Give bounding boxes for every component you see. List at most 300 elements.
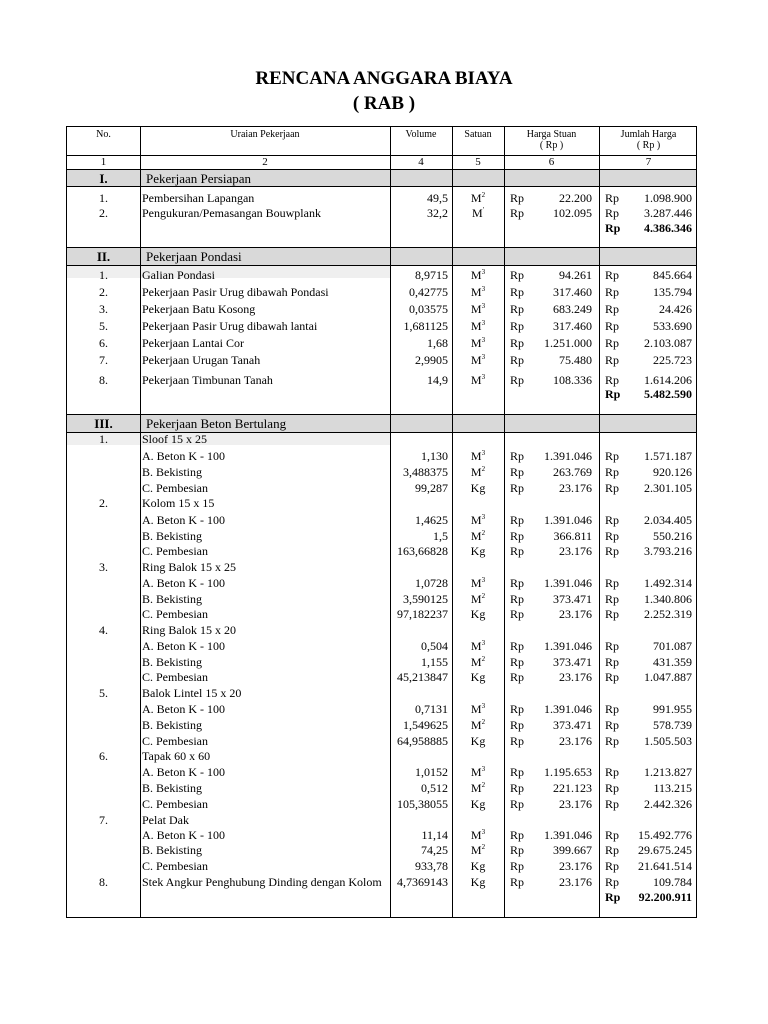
unit-text: M — [470, 655, 482, 669]
item-number: 1. — [99, 432, 108, 446]
amount-rp: Rp — [605, 285, 620, 299]
price-rp: Rp — [510, 285, 525, 299]
unit-text: M — [470, 781, 482, 795]
item-unit — [452, 319, 504, 333]
item-label: C. Pembesian — [142, 734, 208, 748]
amount-rp: Rp — [605, 353, 620, 367]
item-amount: 1.614.206 — [644, 373, 692, 387]
item-label: Pengukuran/Pemasangan Bouwplank — [142, 206, 321, 220]
item-price: 317.460 — [553, 285, 592, 299]
col-number: 2 — [262, 156, 268, 168]
item-number: 4. — [99, 623, 108, 637]
header-no: No. — [96, 129, 111, 140]
item-price: 1.391.046 — [544, 576, 592, 590]
unit-text: Kg — [470, 607, 486, 621]
unit-exponent: 2 — [481, 781, 486, 789]
item-label: Pelat Dak — [142, 813, 189, 827]
item-number: 5. — [99, 686, 108, 700]
item-amount: 109.784 — [653, 875, 692, 889]
item-price: 23.176 — [559, 607, 592, 621]
amount-rp: Rp — [605, 702, 620, 716]
item-unit — [452, 765, 504, 779]
item-unit — [452, 592, 504, 606]
item-unit — [452, 353, 504, 367]
item-label: A. Beton K - 100 — [142, 765, 225, 779]
item-price: 221.123 — [553, 781, 592, 795]
amount-rp: Rp — [605, 828, 620, 842]
price-rp: Rp — [510, 465, 525, 479]
item-number: 7. — [99, 353, 108, 367]
item-label: A. Beton K - 100 — [142, 513, 225, 527]
unit-exponent: 3 — [481, 639, 486, 647]
unit-exponent: 3 — [481, 302, 486, 310]
unit-text: M — [470, 191, 482, 205]
item-price: 23.176 — [559, 670, 592, 684]
header-volume: Volume — [405, 129, 437, 140]
unit-text: M — [470, 319, 482, 333]
item-label: Ring Balok 15 x 20 — [142, 623, 237, 637]
item-amount: 3.287.446 — [644, 206, 692, 220]
header-jumlah: Jumlah Harga — [620, 129, 677, 140]
price-rp: Rp — [510, 529, 525, 543]
item-amount: 21.641.514 — [638, 859, 692, 873]
item-unit — [452, 302, 504, 316]
item-price: 373.471 — [553, 718, 592, 732]
item-unit — [452, 576, 504, 590]
item-unit — [452, 843, 504, 857]
unit-text: M — [470, 529, 482, 543]
item-unit — [452, 607, 504, 621]
item-amount: 3.793.216 — [644, 544, 692, 558]
unit-text: Kg — [470, 797, 486, 811]
price-rp: Rp — [510, 302, 525, 316]
item-volume: 49,5 — [427, 191, 448, 205]
item-price: 1.391.046 — [544, 513, 592, 527]
item-label: Pekerjaan Lantai Cor — [142, 336, 244, 350]
unit-text: Kg — [470, 670, 486, 684]
unit-text: M — [470, 828, 482, 842]
unit-exponent: 2 — [481, 843, 486, 851]
item-price: 263.769 — [553, 465, 592, 479]
unit-exponent: 3 — [481, 702, 486, 710]
unit-exponent: 3 — [481, 353, 486, 361]
item-volume: 8,9715 — [415, 268, 448, 282]
item-label: Kolom 15 x 15 — [142, 496, 215, 510]
item-volume: 64,958885 — [397, 734, 448, 748]
item-amount: 1.213.827 — [644, 765, 692, 779]
item-volume: 0,03575 — [409, 302, 448, 316]
item-volume: 933,78 — [415, 859, 448, 873]
item-price: 683.249 — [553, 302, 592, 316]
amount-rp: Rp — [605, 875, 620, 889]
page-title: RENCANA ANGGARA BIAYA — [255, 68, 513, 89]
item-amount: 1.492.314 — [644, 576, 692, 590]
item-number: 3. — [99, 302, 108, 316]
item-volume: 14,9 — [427, 373, 448, 387]
item-amount: 550.216 — [653, 529, 692, 543]
amount-rp: Rp — [605, 529, 620, 543]
col-number: 1 — [100, 156, 107, 168]
item-volume: 1,0728 — [415, 576, 448, 590]
unit-text: M — [470, 302, 482, 316]
price-rp: Rp — [510, 607, 525, 621]
item-label: C. Pembesian — [142, 481, 208, 495]
item-price: 23.176 — [559, 734, 592, 748]
price-rp: Rp — [510, 670, 525, 684]
item-label: Pekerjaan Urugan Tanah — [142, 353, 261, 367]
item-volume: 1,4625 — [415, 513, 448, 527]
item-amount: 701.087 — [653, 639, 692, 653]
price-rp: Rp — [510, 843, 525, 857]
item-unit — [452, 797, 504, 811]
page-subtitle: ( RAB ) — [352, 93, 416, 114]
col-number: 7 — [645, 156, 652, 168]
price-rp: Rp — [510, 781, 525, 795]
item-price: 366.811 — [553, 529, 592, 543]
amount-rp: Rp — [605, 734, 620, 748]
unit-exponent: 3 — [481, 285, 486, 293]
item-amount: 1.098.900 — [644, 191, 692, 205]
item-label: B. Bekisting — [142, 529, 203, 543]
item-volume: 1,68 — [427, 336, 448, 350]
price-rp: Rp — [510, 734, 525, 748]
item-amount: 29.675.245 — [638, 843, 692, 857]
item-unit — [452, 449, 504, 463]
item-unit — [452, 718, 504, 732]
item-amount: 15.492.776 — [638, 828, 692, 842]
unit-exponent: 2 — [481, 191, 486, 199]
header-harga: Harga Stuan — [526, 129, 577, 140]
item-number: 6. — [99, 749, 108, 763]
item-volume: 1,549625 — [403, 718, 448, 732]
item-volume: 99,287 — [415, 481, 448, 495]
price-rp: Rp — [510, 319, 525, 333]
item-volume: 1,5 — [433, 529, 448, 543]
item-volume: 163,66828 — [397, 544, 448, 558]
item-label: Pekerjaan Timbunan Tanah — [142, 373, 273, 387]
item-price: 1.391.046 — [544, 828, 592, 842]
item-label: C. Pembesian — [142, 859, 208, 873]
col-number: 4 — [418, 156, 424, 168]
total-rp: Rp — [605, 387, 621, 401]
item-label: B. Bekisting — [142, 781, 203, 795]
unit-text: M — [470, 702, 482, 716]
item-unit — [452, 734, 504, 748]
item-unit — [452, 655, 504, 669]
item-price: 94.261 — [559, 268, 592, 282]
unit-text: M — [470, 592, 482, 606]
amount-rp: Rp — [605, 513, 620, 527]
item-label: A. Beton K - 100 — [142, 828, 225, 842]
item-unit — [452, 859, 504, 873]
unit-exponent: ' — [482, 206, 484, 214]
item-number: 2. — [99, 496, 108, 510]
item-label: B. Bekisting — [142, 465, 203, 479]
unit-exponent: 2 — [481, 655, 486, 663]
item-price: 1.391.046 — [544, 449, 592, 463]
item-label: A. Beton K - 100 — [142, 639, 225, 653]
unit-text: M — [472, 206, 483, 220]
unit-exponent: 2 — [481, 529, 486, 537]
item-volume: 45,213847 — [397, 670, 448, 684]
item-price: 108.336 — [553, 373, 592, 387]
total-value: 92.200.911 — [638, 890, 692, 904]
item-volume: 0,7131 — [415, 702, 448, 716]
unit-text: M — [470, 765, 482, 779]
item-label: Pembersihan Lapangan — [142, 191, 255, 205]
unit-text: M — [470, 353, 482, 367]
header-uraian: Uraian Pekerjaan — [230, 129, 300, 140]
item-volume: 4,7369143 — [397, 875, 448, 889]
item-amount: 2.034.405 — [644, 513, 692, 527]
item-amount: 2.301.105 — [644, 481, 692, 495]
item-number: 8. — [99, 875, 108, 889]
section-title: Pekerjaan Persiapan — [146, 171, 252, 186]
price-rp: Rp — [510, 655, 525, 669]
unit-exponent: 3 — [481, 268, 486, 276]
item-volume: 0,512 — [421, 781, 448, 795]
section-title: Pekerjaan Pondasi — [146, 249, 242, 264]
item-unit — [452, 670, 504, 684]
item-volume: 1,0152 — [415, 765, 448, 779]
total-value: 4.386.346 — [644, 221, 692, 235]
price-rp: Rp — [510, 336, 525, 350]
item-price: 23.176 — [559, 875, 592, 889]
amount-rp: Rp — [605, 449, 620, 463]
item-label: Galian Pondasi — [142, 268, 215, 282]
item-volume: 105,38055 — [397, 797, 448, 811]
item-price: 23.176 — [559, 481, 592, 495]
item-amount: 2.252.319 — [644, 607, 692, 621]
amount-rp: Rp — [605, 191, 620, 205]
unit-text: M — [470, 513, 482, 527]
item-label: Stek Angkur Penghubung Dinding dengan Kolom — [142, 875, 382, 889]
item-volume: 97,182237 — [397, 607, 448, 621]
amount-rp: Rp — [605, 302, 620, 316]
item-label: C. Pembesian — [142, 797, 208, 811]
section-number: III. — [94, 416, 113, 431]
amount-rp: Rp — [605, 544, 620, 558]
total-value: 5.482.590 — [644, 387, 692, 401]
price-rp: Rp — [510, 875, 525, 889]
item-volume: 1,130 — [421, 449, 448, 463]
amount-rp: Rp — [605, 843, 620, 857]
item-unit — [452, 481, 504, 495]
amount-rp: Rp — [605, 206, 620, 220]
amount-rp: Rp — [605, 797, 620, 811]
unit-text: M — [470, 285, 482, 299]
item-amount: 1.505.503 — [644, 734, 692, 748]
unit-text: M — [470, 336, 482, 350]
price-rp: Rp — [510, 718, 525, 732]
item-price: 399.667 — [553, 843, 592, 857]
item-volume: 32,2 — [427, 206, 448, 220]
item-amount: 991.955 — [653, 702, 692, 716]
unit-exponent: 3 — [481, 373, 486, 381]
item-price: 1.195.653 — [544, 765, 592, 779]
item-amount: 24.426 — [659, 302, 692, 316]
item-price: 75.480 — [559, 353, 592, 367]
amount-rp: Rp — [605, 481, 620, 495]
unit-exponent: 2 — [481, 465, 486, 473]
item-price: 23.176 — [559, 544, 592, 558]
item-label: Balok Lintel 15 x 20 — [142, 686, 242, 700]
item-number: 7. — [99, 813, 108, 827]
item-price: 1.251.000 — [544, 336, 592, 350]
item-label: B. Bekisting — [142, 843, 203, 857]
price-rp: Rp — [510, 191, 525, 205]
item-label: A. Beton K - 100 — [142, 576, 225, 590]
unit-text: Kg — [470, 734, 486, 748]
unit-exponent: 3 — [481, 765, 486, 773]
item-number: 6. — [99, 336, 108, 350]
item-amount: 2.103.087 — [644, 336, 692, 350]
item-price: 23.176 — [559, 859, 592, 873]
rab-table — [66, 126, 697, 918]
price-rp: Rp — [510, 576, 525, 590]
unit-text: Kg — [470, 481, 486, 495]
item-price: 373.471 — [553, 592, 592, 606]
amount-rp: Rp — [605, 373, 620, 387]
item-unit — [452, 373, 504, 387]
item-number: 5. — [99, 319, 108, 333]
header-harga-unit: ( Rp ) — [539, 140, 564, 151]
item-price: 1.391.046 — [544, 639, 592, 653]
item-unit — [452, 544, 504, 558]
item-volume: 2,9905 — [415, 353, 448, 367]
item-unit — [452, 875, 504, 889]
amount-rp: Rp — [605, 639, 620, 653]
price-rp: Rp — [510, 449, 525, 463]
col-number: 6 — [548, 156, 555, 168]
amount-rp: Rp — [605, 655, 620, 669]
item-label: Pekerjaan Pasir Urug dibawah lantai — [142, 319, 318, 333]
item-unit — [452, 513, 504, 527]
section-number: II. — [96, 249, 111, 264]
col-number: 5 — [475, 156, 481, 168]
header-satuan: Satuan — [464, 129, 492, 140]
unit-text: M — [470, 718, 482, 732]
price-rp: Rp — [510, 859, 525, 873]
item-amount: 1.571.187 — [644, 449, 692, 463]
price-rp: Rp — [510, 481, 525, 495]
item-unit — [452, 268, 504, 282]
item-amount: 533.690 — [653, 319, 692, 333]
item-number: 8. — [99, 373, 108, 387]
item-unit — [452, 336, 504, 350]
amount-rp: Rp — [605, 670, 620, 684]
item-unit — [452, 465, 504, 479]
price-rp: Rp — [510, 797, 525, 811]
unit-text: M — [470, 843, 482, 857]
unit-exponent: 3 — [481, 336, 486, 344]
amount-rp: Rp — [605, 607, 620, 621]
item-price: 1.391.046 — [544, 702, 592, 716]
item-number: 2. — [99, 285, 108, 299]
amount-rp: Rp — [605, 465, 620, 479]
unit-exponent: 3 — [481, 576, 486, 584]
unit-exponent: 3 — [481, 513, 486, 521]
item-volume: 3,590125 — [403, 592, 448, 606]
item-volume: 74,25 — [421, 843, 448, 857]
item-volume: 1,155 — [421, 655, 448, 669]
header-jumlah-unit: ( Rp ) — [636, 140, 661, 151]
price-rp: Rp — [510, 639, 525, 653]
item-volume: 0,42775 — [409, 285, 448, 299]
amount-rp: Rp — [605, 859, 620, 873]
item-amount: 135.794 — [653, 285, 692, 299]
unit-exponent: 3 — [481, 449, 486, 457]
item-unit — [452, 781, 504, 795]
item-label: A. Beton K - 100 — [142, 449, 225, 463]
item-price: 317.460 — [553, 319, 592, 333]
item-price: 22.200 — [559, 191, 592, 205]
item-amount: 578.739 — [653, 718, 692, 732]
item-label: Pekerjaan Pasir Urug dibawah Pondasi — [142, 285, 329, 299]
price-rp: Rp — [510, 373, 525, 387]
item-price: 23.176 — [559, 797, 592, 811]
total-rp: Rp — [605, 890, 621, 904]
amount-rp: Rp — [605, 718, 620, 732]
item-label: Pekerjaan Batu Kosong — [142, 302, 256, 316]
amount-rp: Rp — [605, 319, 620, 333]
price-rp: Rp — [510, 828, 525, 842]
item-amount: 225.723 — [653, 353, 692, 367]
item-number: 3. — [99, 560, 108, 574]
item-label: C. Pembesian — [142, 607, 208, 621]
item-label: C. Pembesian — [142, 670, 208, 684]
item-label: B. Bekisting — [142, 592, 203, 606]
price-rp: Rp — [510, 765, 525, 779]
item-amount: 845.664 — [653, 268, 692, 282]
item-label: A. Beton K - 100 — [142, 702, 225, 716]
price-rp: Rp — [510, 592, 525, 606]
unit-text: M — [470, 373, 482, 387]
unit-text: M — [470, 576, 482, 590]
unit-exponent: 3 — [481, 828, 486, 836]
price-rp: Rp — [510, 268, 525, 282]
unit-text: M — [470, 639, 482, 653]
section-number: I. — [99, 171, 108, 186]
item-unit — [452, 191, 504, 205]
item-label: C. Pembesian — [142, 544, 208, 558]
price-rp: Rp — [510, 544, 525, 558]
unit-text: Kg — [470, 875, 486, 889]
item-unit — [452, 206, 504, 220]
unit-text: Kg — [470, 544, 486, 558]
unit-text: Kg — [470, 859, 486, 873]
unit-exponent: 2 — [481, 592, 486, 600]
item-price: 102.095 — [553, 206, 592, 220]
item-number: 1. — [99, 191, 108, 205]
item-amount: 1.047.887 — [644, 670, 692, 684]
item-unit — [452, 702, 504, 716]
amount-rp: Rp — [605, 336, 620, 350]
item-label: B. Bekisting — [142, 718, 203, 732]
amount-rp: Rp — [605, 781, 620, 795]
item-label: Tapak 60 x 60 — [142, 749, 211, 763]
item-number: 2. — [99, 206, 108, 220]
item-price: 373.471 — [553, 655, 592, 669]
amount-rp: Rp — [605, 268, 620, 282]
item-volume: 1,681125 — [403, 319, 448, 333]
item-label: B. Bekisting — [142, 655, 203, 669]
item-number: 1. — [99, 268, 108, 282]
total-rp: Rp — [605, 221, 621, 235]
item-volume: 0,504 — [421, 639, 448, 653]
item-unit — [452, 529, 504, 543]
item-amount: 920.126 — [653, 465, 692, 479]
